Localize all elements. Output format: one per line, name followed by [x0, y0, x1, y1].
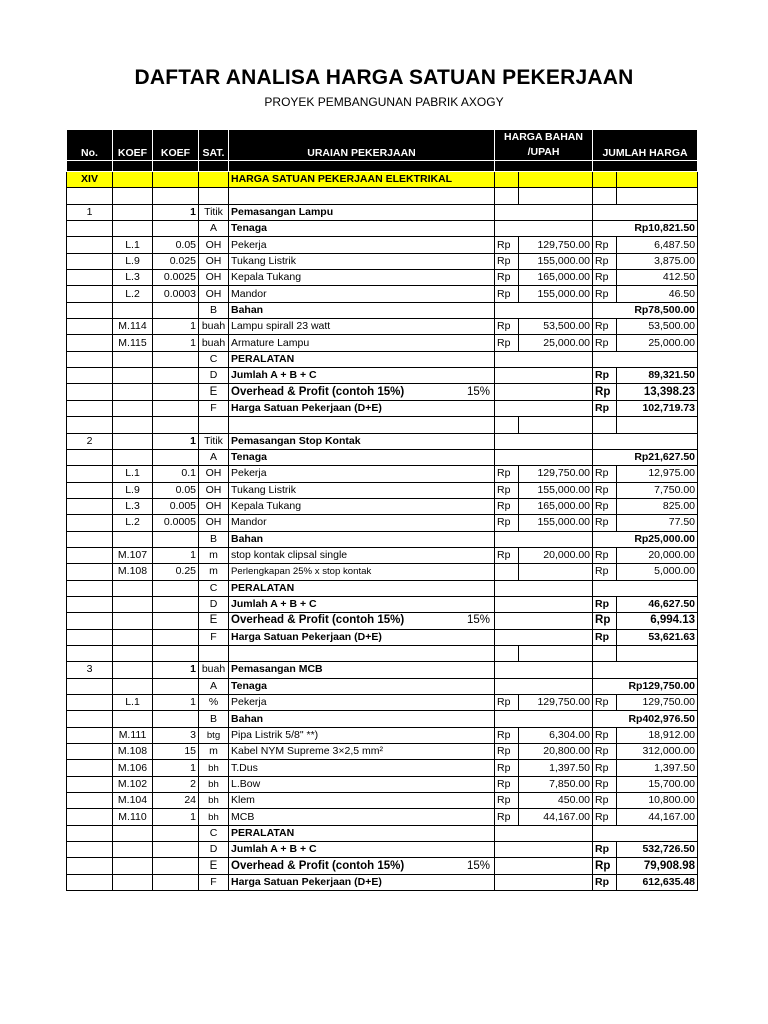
- category-code: B: [199, 302, 229, 318]
- overhead-percent: 15%: [466, 859, 490, 872]
- line-item-row: [67, 695, 698, 711]
- line-description: stop kontak clipsal single: [229, 547, 495, 563]
- line-code: L.1: [113, 237, 153, 253]
- line-unit-price: 25,000.00: [519, 335, 593, 351]
- line-total: 44,167.00: [617, 809, 698, 825]
- category-label: PERALATAN: [229, 825, 495, 841]
- summary-label: Jumlah A + B + C: [229, 596, 495, 612]
- header-harga: HARGA BAHAN /UPAH: [495, 130, 593, 161]
- work-item-row: [67, 433, 698, 449]
- category-row: [67, 302, 698, 318]
- line-price-currency: Rp: [495, 335, 519, 351]
- line-unit-price: 155,000.00: [519, 253, 593, 269]
- item-number: 2: [67, 433, 113, 449]
- line-total-currency: Rp: [593, 776, 617, 792]
- line-unit-price: 155,000.00: [519, 482, 593, 498]
- line-unit-price: 129,750.00: [519, 237, 593, 253]
- line-total: 5,000.00: [617, 564, 698, 580]
- line-price-currency: Rp: [495, 498, 519, 514]
- line-unit-price: 155,000.00: [519, 286, 593, 302]
- line-total-currency: Rp: [593, 760, 617, 776]
- item-description: Pemasangan Stop Kontak: [229, 433, 495, 449]
- summary-total: 532,726.50: [617, 842, 698, 858]
- header-jumlah: JUMLAH HARGA: [593, 130, 698, 161]
- line-coefficient: 0.0003: [153, 286, 199, 302]
- line-total-currency: Rp: [593, 482, 617, 498]
- line-item-row: [67, 270, 698, 286]
- summary-code: F: [199, 629, 229, 645]
- line-total: 77.50: [617, 515, 698, 531]
- summary-currency: Rp: [593, 842, 617, 858]
- line-code: L.3: [113, 498, 153, 514]
- line-total-currency: Rp: [593, 695, 617, 711]
- line-coefficient: 1: [153, 335, 199, 351]
- summary-label: 15% Overhead & Profit (contoh 15%): [229, 384, 495, 400]
- line-price-currency: Rp: [495, 270, 519, 286]
- line-code: M.104: [113, 793, 153, 809]
- line-item-row: [67, 760, 698, 776]
- line-coefficient: 0.05: [153, 482, 199, 498]
- line-description: Perlengkapan 25% x stop kontak: [229, 564, 495, 580]
- line-code: L.1: [113, 695, 153, 711]
- category-label: PERALATAN: [229, 580, 495, 596]
- spacer-row: [67, 417, 698, 433]
- line-description: Klem: [229, 793, 495, 809]
- line-total-currency: Rp: [593, 466, 617, 482]
- line-total: 46.50: [617, 286, 698, 302]
- line-total-currency: Rp: [593, 237, 617, 253]
- line-description: Pipa Listrik 5/8" **): [229, 727, 495, 743]
- line-unit-price: 450.00: [519, 793, 593, 809]
- line-code: L.9: [113, 482, 153, 498]
- summary-currency: Rp: [593, 629, 617, 645]
- line-total: 129,750.00: [617, 695, 698, 711]
- line-total: 20,000.00: [617, 547, 698, 563]
- line-unit: bh: [199, 760, 229, 776]
- category-code: A: [199, 449, 229, 465]
- category-code: C: [199, 351, 229, 367]
- summary-label: Harga Satuan Pekerjaan (D+E): [229, 874, 495, 890]
- summary-label: Harga Satuan Pekerjaan (D+E): [229, 400, 495, 416]
- line-item-row: [67, 319, 698, 335]
- line-total-currency: Rp: [593, 547, 617, 563]
- line-item-row: [67, 547, 698, 563]
- line-total-currency: Rp: [593, 319, 617, 335]
- line-total-currency: Rp: [593, 286, 617, 302]
- line-unit: OH: [199, 237, 229, 253]
- line-total-currency: Rp: [593, 809, 617, 825]
- line-code: L.2: [113, 515, 153, 531]
- line-code: M.108: [113, 744, 153, 760]
- line-price-currency: Rp: [495, 744, 519, 760]
- line-price-currency: Rp: [495, 547, 519, 563]
- category-code: A: [199, 221, 229, 237]
- summary-label: 15% Overhead & Profit (contoh 15%): [229, 858, 495, 874]
- item-number: 1: [67, 204, 113, 220]
- line-description: Tukang Listrik: [229, 482, 495, 498]
- line-total-currency: Rp: [593, 744, 617, 760]
- line-unit-price: 6,304.00: [519, 727, 593, 743]
- summary-code: F: [199, 400, 229, 416]
- line-unit-price: 165,000.00: [519, 270, 593, 286]
- line-price-currency: Rp: [495, 286, 519, 302]
- summary-label: 15% Overhead & Profit (contoh 15%): [229, 613, 495, 629]
- line-coefficient: 0.25: [153, 564, 199, 580]
- line-item-row: [67, 253, 698, 269]
- line-description: Mandor: [229, 515, 495, 531]
- line-description: Mandor: [229, 286, 495, 302]
- line-coefficient: 1: [153, 809, 199, 825]
- summary-code: D: [199, 368, 229, 384]
- line-unit-price: 129,750.00: [519, 466, 593, 482]
- category-row: [67, 449, 698, 465]
- line-coefficient: 1: [153, 319, 199, 335]
- summary-currency: Rp: [593, 596, 617, 612]
- line-code: M.108: [113, 564, 153, 580]
- line-coefficient: 3: [153, 727, 199, 743]
- summary-row: [67, 384, 698, 400]
- line-description: T.Dus: [229, 760, 495, 776]
- line-item-row: [67, 776, 698, 792]
- line-total: 412.50: [617, 270, 698, 286]
- summary-label: Jumlah A + B + C: [229, 842, 495, 858]
- line-price-currency: [495, 564, 519, 580]
- category-label: Bahan: [229, 302, 495, 318]
- line-code: M.102: [113, 776, 153, 792]
- summary-currency: Rp: [593, 874, 617, 890]
- category-row: [67, 825, 698, 841]
- line-total: 25,000.00: [617, 335, 698, 351]
- line-item-row: [67, 564, 698, 580]
- line-code: L.3: [113, 270, 153, 286]
- line-unit-price: 20,800.00: [519, 744, 593, 760]
- category-total: [593, 580, 698, 596]
- line-price-currency: Rp: [495, 809, 519, 825]
- work-item-row: [67, 662, 698, 678]
- item-unit: Titik: [199, 204, 229, 220]
- line-total: 10,800.00: [617, 793, 698, 809]
- summary-label: Jumlah A + B + C: [229, 368, 495, 384]
- line-total-currency: Rp: [593, 498, 617, 514]
- line-item-row: [67, 793, 698, 809]
- line-item-row: [67, 237, 698, 253]
- line-coefficient: 24: [153, 793, 199, 809]
- line-total: 6,487.50: [617, 237, 698, 253]
- line-description: Kepala Tukang: [229, 498, 495, 514]
- line-total: 53,500.00: [617, 319, 698, 335]
- document-subtitle: PROYEK PEMBANGUNAN PABRIK AXOGY: [264, 95, 504, 109]
- line-unit: buah: [199, 335, 229, 351]
- summary-row: [67, 368, 698, 384]
- line-description: L.Bow: [229, 776, 495, 792]
- line-code: M.111: [113, 727, 153, 743]
- line-unit-price: 7,850.00: [519, 776, 593, 792]
- item-quantity: 1: [153, 204, 199, 220]
- summary-row: [67, 613, 698, 629]
- line-price-currency: Rp: [495, 466, 519, 482]
- line-code: M.110: [113, 809, 153, 825]
- category-row: [67, 351, 698, 367]
- line-item-row: [67, 727, 698, 743]
- line-total: 825.00: [617, 498, 698, 514]
- line-item-row: [67, 466, 698, 482]
- line-item-row: [67, 809, 698, 825]
- line-total-currency: Rp: [593, 727, 617, 743]
- category-row: [67, 531, 698, 547]
- line-price-currency: Rp: [495, 319, 519, 335]
- line-description: Pekerja: [229, 695, 495, 711]
- category-label: Tenaga: [229, 449, 495, 465]
- summary-code: D: [199, 842, 229, 858]
- category-total: Rp78,500.00: [593, 302, 698, 318]
- line-total: 15,700.00: [617, 776, 698, 792]
- line-unit-price: 53,500.00: [519, 319, 593, 335]
- line-price-currency: Rp: [495, 727, 519, 743]
- line-total: 12,975.00: [617, 466, 698, 482]
- category-label: Tenaga: [229, 678, 495, 694]
- item-unit: Titik: [199, 433, 229, 449]
- category-total: Rp10,821.50: [593, 221, 698, 237]
- category-total: [593, 825, 698, 841]
- summary-total: 612,635.48: [617, 874, 698, 890]
- spacer-row: [67, 645, 698, 661]
- line-description: Kepala Tukang: [229, 270, 495, 286]
- line-price-currency: Rp: [495, 695, 519, 711]
- item-number: 3: [67, 662, 113, 678]
- line-unit: OH: [199, 253, 229, 269]
- line-price-currency: Rp: [495, 776, 519, 792]
- summary-currency: Rp: [593, 368, 617, 384]
- line-code: L.9: [113, 253, 153, 269]
- line-coefficient: 2: [153, 776, 199, 792]
- category-code: A: [199, 678, 229, 694]
- category-total: Rp25,000.00: [593, 531, 698, 547]
- summary-code: D: [199, 596, 229, 612]
- line-unit: OH: [199, 515, 229, 531]
- line-item-row: [67, 286, 698, 302]
- item-description: Pemasangan MCB: [229, 662, 495, 678]
- summary-currency: Rp: [593, 858, 617, 874]
- line-code: M.106: [113, 760, 153, 776]
- line-total-currency: Rp: [593, 564, 617, 580]
- summary-total: 13,398.23: [617, 384, 698, 400]
- item-description: Pemasangan Lampu: [229, 204, 495, 220]
- header-row: [67, 130, 698, 161]
- summary-total: 89,321.50: [617, 368, 698, 384]
- line-item-row: [67, 515, 698, 531]
- item-quantity: 1: [153, 662, 199, 678]
- line-unit: OH: [199, 482, 229, 498]
- summary-total: 102,719.73: [617, 400, 698, 416]
- summary-code: E: [199, 384, 229, 400]
- summary-row: [67, 400, 698, 416]
- line-coefficient: 0.025: [153, 253, 199, 269]
- line-description: Lampu spirall 23 watt: [229, 319, 495, 335]
- summary-code: E: [199, 858, 229, 874]
- summary-total: 46,627.50: [617, 596, 698, 612]
- line-coefficient: 0.0005: [153, 515, 199, 531]
- line-item-row: [67, 335, 698, 351]
- section-label: HARGA SATUAN PEKERJAAN ELEKTRIKAL: [229, 172, 495, 188]
- line-code: M.115: [113, 335, 153, 351]
- line-unit: m: [199, 547, 229, 563]
- summary-row: [67, 596, 698, 612]
- category-total: Rp129,750.00: [593, 678, 698, 694]
- line-total-currency: Rp: [593, 253, 617, 269]
- section-code: XIV: [67, 172, 113, 188]
- category-label: Bahan: [229, 531, 495, 547]
- category-total: Rp21,627.50: [593, 449, 698, 465]
- summary-row: [67, 842, 698, 858]
- line-price-currency: Rp: [495, 515, 519, 531]
- work-item-row: [67, 204, 698, 220]
- summary-label: Harga Satuan Pekerjaan (D+E): [229, 629, 495, 645]
- summary-currency: Rp: [593, 613, 617, 629]
- category-total: [593, 351, 698, 367]
- line-total: 312,000.00: [617, 744, 698, 760]
- line-coefficient: 0.1: [153, 466, 199, 482]
- line-total: 1,397.50: [617, 760, 698, 776]
- category-label: Bahan: [229, 711, 495, 727]
- line-description: Armature Lampu: [229, 335, 495, 351]
- line-total-currency: Rp: [593, 793, 617, 809]
- line-total-currency: Rp: [593, 515, 617, 531]
- line-unit-price: 165,000.00: [519, 498, 593, 514]
- overhead-percent: 15%: [466, 385, 490, 398]
- line-item-row: [67, 482, 698, 498]
- line-coefficient: 0.05: [153, 237, 199, 253]
- line-unit: bh: [199, 793, 229, 809]
- summary-row: [67, 629, 698, 645]
- line-coefficient: 0.005: [153, 498, 199, 514]
- line-unit-price: 1,397.50: [519, 760, 593, 776]
- summary-currency: Rp: [593, 384, 617, 400]
- category-label: Tenaga: [229, 221, 495, 237]
- line-unit: OH: [199, 286, 229, 302]
- line-unit: OH: [199, 498, 229, 514]
- category-row: [67, 678, 698, 694]
- summary-code: F: [199, 874, 229, 890]
- line-unit: OH: [199, 270, 229, 286]
- line-code: L.1: [113, 466, 153, 482]
- line-unit: m: [199, 564, 229, 580]
- line-price-currency: Rp: [495, 253, 519, 269]
- line-unit-price: 44,167.00: [519, 809, 593, 825]
- category-code: C: [199, 825, 229, 841]
- category-label: PERALATAN: [229, 351, 495, 367]
- header-koef-2: KOEF: [153, 130, 199, 161]
- summary-row: [67, 858, 698, 874]
- analysis-table: [66, 129, 698, 891]
- line-item-row: [67, 744, 698, 760]
- overhead-percent: 15%: [466, 614, 490, 627]
- summary-total: 53,621.63: [617, 629, 698, 645]
- line-total: 3,875.00: [617, 253, 698, 269]
- line-code: M.114: [113, 319, 153, 335]
- section-row: [67, 172, 698, 188]
- line-description: Pekerja: [229, 466, 495, 482]
- category-code: C: [199, 580, 229, 596]
- line-total: 7,750.00: [617, 482, 698, 498]
- line-unit-price: 20,000.00: [519, 547, 593, 563]
- line-coefficient: 1: [153, 695, 199, 711]
- line-unit: bh: [199, 776, 229, 792]
- line-unit-price: 129,750.00: [519, 695, 593, 711]
- category-row: [67, 221, 698, 237]
- line-unit: m: [199, 744, 229, 760]
- category-row: [67, 580, 698, 596]
- line-price-currency: Rp: [495, 482, 519, 498]
- category-row: [67, 711, 698, 727]
- summary-code: E: [199, 613, 229, 629]
- category-total: Rp402,976.50: [593, 711, 698, 727]
- summary-currency: Rp: [593, 400, 617, 416]
- category-code: B: [199, 531, 229, 547]
- document-title: DAFTAR ANALISA HARGA SATUAN PEKERJAAN: [134, 66, 634, 89]
- header-sat: SAT.: [199, 130, 229, 161]
- item-unit: buah: [199, 662, 229, 678]
- line-description: MCB: [229, 809, 495, 825]
- header-uraian: URAIAN PEKERJAAN: [229, 130, 495, 161]
- line-description: Pekerja: [229, 237, 495, 253]
- line-price-currency: Rp: [495, 237, 519, 253]
- summary-row: [67, 874, 698, 890]
- header-no: No.: [67, 130, 113, 161]
- line-price-currency: Rp: [495, 793, 519, 809]
- line-unit-price: 155,000.00: [519, 515, 593, 531]
- line-unit: OH: [199, 466, 229, 482]
- header-koef-1: KOEF: [113, 130, 153, 161]
- summary-total: 79,908.98: [617, 858, 698, 874]
- line-unit: btg: [199, 727, 229, 743]
- category-code: B: [199, 711, 229, 727]
- line-unit: %: [199, 695, 229, 711]
- line-coefficient: 1: [153, 760, 199, 776]
- line-total-currency: Rp: [593, 335, 617, 351]
- line-total-currency: Rp: [593, 270, 617, 286]
- line-coefficient: 1: [153, 547, 199, 563]
- line-item-row: [67, 498, 698, 514]
- line-coefficient: 0.0025: [153, 270, 199, 286]
- line-unit: buah: [199, 319, 229, 335]
- line-description: Tukang Listrik: [229, 253, 495, 269]
- line-code: L.2: [113, 286, 153, 302]
- summary-total: 6,994.13: [617, 613, 698, 629]
- spacer-row: [67, 188, 698, 204]
- line-unit: bh: [199, 809, 229, 825]
- header-spacer-row: [67, 161, 698, 172]
- line-description: Kabel NYM Supreme 3×2,5 mm²: [229, 744, 495, 760]
- line-total: 18,912.00: [617, 727, 698, 743]
- line-unit-price: [519, 564, 593, 580]
- item-quantity: 1: [153, 433, 199, 449]
- line-price-currency: Rp: [495, 760, 519, 776]
- line-coefficient: 15: [153, 744, 199, 760]
- line-code: M.107: [113, 547, 153, 563]
